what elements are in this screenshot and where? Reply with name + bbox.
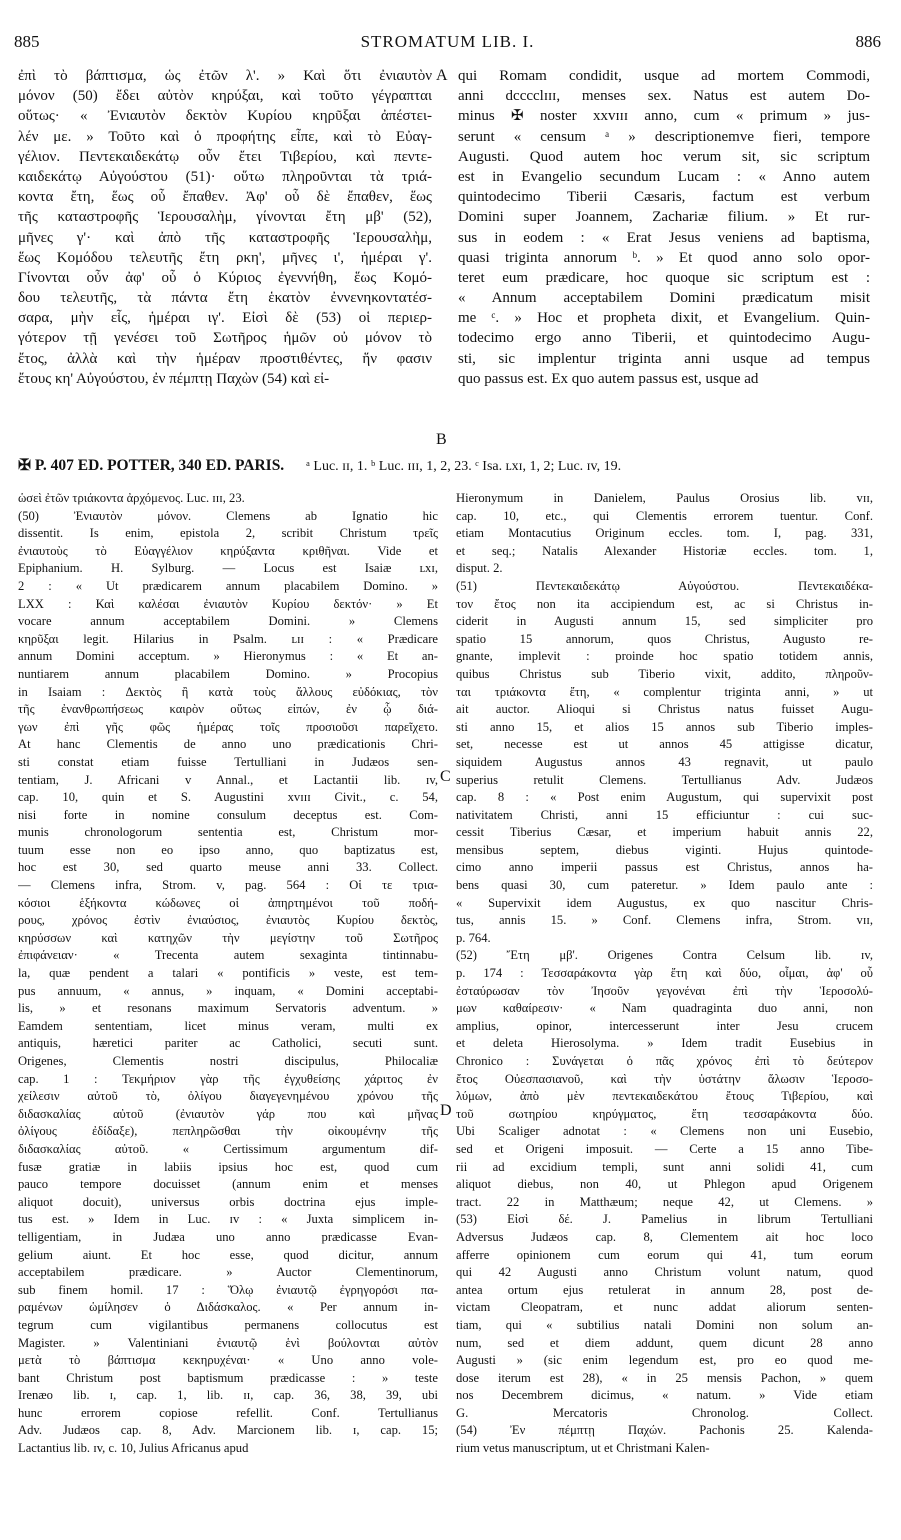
- latin-text-line: todecimo ergo anno Tiberii, et quintodecimo Augu-: [458, 330, 870, 347]
- footnote-line: ἔτος Οὐεσπασιανοῦ, καὶ τὴν ὑστάτην ἅλωσιν Ἱεροσο-: [456, 1071, 873, 1086]
- footnote-line: Epiphanium. H. Sylburg. — Locus est Isaiæ ʟxɪ,: [18, 561, 438, 576]
- footnote-line: telligentiam, in Judæa uno anno prædicasse Evan-: [18, 1229, 438, 1244]
- footnote-line: Magister. » Valentiniani ἐνιαυτῷ ἑνὶ βούλονται αὐτὸν: [18, 1335, 438, 1350]
- footnote-line: et seq.; Natalis Alexander Historiæ eccles. tom. 1,: [456, 543, 873, 558]
- latin-text-line: quintodecimo Tiberii Cæsaris, factum est verbum: [458, 189, 870, 206]
- footnote-line: annum Domini acceptum. » Hieronymus : « Et an-: [18, 649, 438, 664]
- footnote-line: etiam Montacutius Originum eccles. tom. I, pag. 331,: [456, 526, 873, 541]
- running-header: [14, 32, 881, 54]
- footnote-line: tentiam, J. Africani v Annal., et Lactantii lib. ɪv,: [18, 772, 438, 787]
- greek-text-line: κοντα ἔτη, ἕως οὗ ἔπαθεν. Ἀφ' οὗ δὲ ἔπαθεν, ἕως: [18, 189, 432, 206]
- footnote-line: Lactantius lib. ɪv, c. 10, Julius Africanus apud: [18, 1441, 249, 1456]
- greek-text-line: γέλιον. Πεντεκαιδεκάτῳ οὖν ἔτει Τιβερίου, καὶ πεντε-: [18, 148, 432, 165]
- footnote-line: fusæ gratiæ in labiis ipsius hoc est, quod cum: [18, 1159, 438, 1174]
- footnote-line: tegrum cum vigilantibus permanens collocutus est: [18, 1317, 438, 1332]
- greek-text-line: οὕτως· « Ἐνιαυτὸν δεκτὸν Κυρίου κηρῦξαι ἀπέστει-: [18, 108, 432, 125]
- footnote-line: (53) Εἰσὶ δέ. J. Pamelius in librum Tertulliani: [456, 1212, 873, 1227]
- footnote-line: gnante, implevit : proinde hoc spatio totidem annis,: [456, 649, 873, 664]
- footnote-line: num, sed et diem addunt, quem dicunt 28 anno: [456, 1335, 873, 1350]
- footnote-line: ὀλίγους ἐδίδαξε), πεπληρῶσθαι τὴν οἰκουμένην τῆς: [18, 1124, 438, 1139]
- footnote-line: cimo anno imperii passus est Christus, annos ha-: [456, 860, 873, 875]
- footnote-line: cessit Tiberius Cæsar, et imperium habuit annis 22,: [456, 825, 873, 840]
- latin-text-line: minus ✠ noster xxvɪɪɪ anno, cum « primum » jus-: [458, 108, 870, 125]
- footnote-line: rii ad excidium templi, sunt anni solidi 41, cum: [456, 1159, 873, 1174]
- footnote-line: ἐπιφάνειαν· « Trecenta autem sexaginta tintinnabu-: [18, 948, 438, 963]
- latin-text-line: quasi triginta annorum ᵇ. » Et quod anno solo opor-: [458, 249, 870, 266]
- footnote-line: cap. 10, etc., qui Clementis errorem tuentur. Conf.: [456, 508, 873, 523]
- footnote-line: qui 42 Augusti anno Christum volunt natum, quod: [456, 1265, 873, 1280]
- footnote-line: (54) Ἐν πέμπτῃ Παχών. Pachonis 25. Kalenda-: [456, 1423, 873, 1438]
- footnote-line: rium vetus manuscriptum, ut et Christmani Kalen-: [456, 1441, 710, 1456]
- footnote-line: victam Cleopatram, et nunc addat aliorum senten-: [456, 1300, 873, 1315]
- footnote-line: — Clemens infra, Strom. v, pag. 564 : Οἱ τε τρια-: [18, 878, 438, 893]
- footnotes-right-column: [456, 490, 873, 1530]
- footnote-line: pus annuum, « annus, » inquam, « Domini acceptabi-: [18, 983, 438, 998]
- latin-text-column: [458, 66, 870, 452]
- footnote-line: Irenæo lib. ɪ, cap. 1, lib. ɪɪ, cap. 36, 38, 39, ubi: [18, 1388, 438, 1403]
- footnote-line: γων ἐπὶ γῆς φῶς ἡμέρας τοῖς προσιοῦσι παρεῖχετο.: [18, 719, 438, 734]
- latin-text-line: « Annum acceptabilem Domini prædicatum misit: [458, 290, 870, 307]
- latin-text-line: est in Evangelio secundum Lucam : « Anno autem: [458, 168, 870, 185]
- footnote-line: (51) Πεντεκαιδεκάτῳ Αὐγούστου. Πεντεκαιδέκα-: [456, 578, 873, 593]
- footnote-line: 2 : « Ut prædicarem annum placabilem Domino. »: [18, 578, 438, 593]
- footnote-line: in Isaiam : Δεκτὸς ἢ κατὰ τοὺς ἄλλους εὐδόκιας, τὸν: [18, 684, 438, 699]
- footnote-line: Chronico : Συνάγεται ὁ πᾶς χρόνος ἐπὶ τὸ δεύτερον: [456, 1054, 873, 1068]
- footnote-line: ὡσεὶ ἐτῶν τριάκοντα ἀρχόμενος. Luc. ɪɪɪ, 23.: [18, 491, 245, 505]
- footnote-line: dissentit. Is enim, epistola 2, scribit Christum τρεῖς: [18, 526, 438, 541]
- margin-marker-b: B: [436, 431, 447, 448]
- footnote-line: Ubi Scaliger adnotat : « Clemens non uni Eusebio,: [456, 1124, 873, 1139]
- footnote-line: bens quasi 30, cum pateretur. » Idem paulo ante :: [456, 878, 873, 893]
- footnote-line: ἐσταύρωσαν τὸν Ἰησοῦν γεγονέναι ἐπὶ τὴν Ἱεροσολύ-: [456, 983, 873, 998]
- footnote-line: ραμένων ὡμίλησεν ὁ Διδάσκαλος. « Per annum in-: [18, 1300, 438, 1315]
- greek-text-line: σαρα, μὴν εἷς, ἡμέραι ιγ'. Εἰσὶ δὲ (53) οἱ περιερ-: [18, 310, 432, 327]
- latin-text-line: sti, sic implentur triginta anni usque ad tempus: [458, 350, 870, 367]
- page-number-left: 885: [14, 32, 40, 51]
- greek-text-line: ἔτος, ἀλλὰ καὶ τὴν ἡμέραν προστιθέντες, ἥν φασιν: [18, 350, 432, 367]
- footnote-line: (52) Ἔτη μβ'. Origenes Contra Celsum lib. ɪv,: [456, 948, 873, 963]
- footnote-line: antiquis, hæretici pariter ac Catholici, secuti sunt.: [18, 1036, 438, 1051]
- footnote-line: vocare annum acceptabilem Domini. » Clemens: [18, 614, 438, 629]
- footnote-line: sti constat etiam fuisse Tertulliani in Judæos sen-: [18, 754, 438, 769]
- greek-text-line: τῆς καταστροφῆς Ἱερουσαλὴμ, γίνονται ἔτη μβ' (52),: [18, 209, 432, 226]
- footnote-line: ρους, χρόνος ἐστὶν ἐνιαύσιος, ἐνιαυτὸς Κυρίου δεκτὸς,: [18, 913, 438, 928]
- footnote-line: siquidem Augustus annos 43 regnavit, ut paulo: [456, 754, 873, 769]
- footnote-line: Adversus Judæos cap. 8, Clementem ait hoc loco: [456, 1229, 873, 1244]
- footnote-line: dose iterum est 28), « in 25 mensis Pachon, » quem: [456, 1370, 873, 1385]
- footnote-line: tuum esse non eo ipso anno, quo baptizatus est,: [18, 842, 438, 857]
- footnote-line: antea ortum ejus retulerat in annum 28, post de-: [456, 1282, 873, 1297]
- footnote-line: sed et Origeni imposuit. — Certe a 15 anno Tibe-: [456, 1141, 873, 1156]
- footnote-line: tract. 22 in Matthæum; neque 42, ut Clemens. »: [456, 1194, 873, 1209]
- footnote-line: sub finem homil. 17 : Ὅλῳ ἐνιαυτῷ ἐγρηγορόσι πα-: [18, 1282, 438, 1297]
- greek-text-column: [18, 66, 432, 452]
- scripture-references: ᵃ Luc. ɪɪ, 1. ᵇ Luc. ɪɪɪ, 1, 2, 23. ᶜ Isa. ʟxɪ, 1, 2; Luc. ɪv, 19.: [306, 459, 622, 474]
- footnote-line: Hieronymum in Danielem, Paulus Orosius lib. vɪɪ,: [456, 491, 873, 505]
- footnote-line: p. 174 : Τεσσαράκοντα γὰρ ἔτη καὶ δύο, οἶμαι, ἀφ' οὗ: [456, 966, 873, 981]
- footnote-line: ait auctor. Alioqui si Christus natus fuisset Augu-: [456, 702, 873, 717]
- footnote-line: cap. 1 : Τεκμήριον γὰρ τῆς ἐγχυθείσης χάριτος ἐν: [18, 1071, 438, 1086]
- edition-reference: ✠ P. 407 ED. POTTER, 340 ED. PARIS.: [18, 457, 285, 474]
- latin-text-line: qui Romam condidit, usque ad mortem Commodi,: [458, 68, 870, 84]
- footnote-line: « Supervixit idem Augustus, ex quo nascitur Chris-: [456, 895, 873, 910]
- footnote-line: μετὰ τὸ βάπτισμα κεκηρυχέναι· « Uno anno vole-: [18, 1353, 438, 1368]
- edition-reference-line: [18, 455, 871, 477]
- footnote-line: Augusti » (sic enim legendum est, pro eo quod me-: [456, 1353, 873, 1368]
- footnote-line: διδασκαλίας αὐτοῦ (ἐνιαυτὸν γάρ που καὶ μῆνας: [18, 1106, 438, 1121]
- latin-text-line: teret eum prædicare, hoc quoque sic scriptum est :: [458, 269, 870, 286]
- margin-marker-d: D: [440, 1102, 452, 1119]
- footnote-line: μων καθαίρεσιν· « Nam quadraginta duo anni, non: [456, 1001, 873, 1016]
- footnote-line: spatio 15 annorum, quos Christus, Augusto re-: [456, 631, 873, 646]
- running-title: STROMATUM LIB. I.: [360, 32, 535, 51]
- footnote-line: κηρύσσων καὶ κατηχῶν τὴν μεγίστην τοῦ Σωτῆρος: [18, 930, 438, 945]
- latin-text-line: quo passus est. Ex quo autem passus est, usque ad: [458, 370, 759, 387]
- footnote-line: τον ἔτος non ita accipiendum est, ac si Christus in-: [456, 596, 873, 611]
- footnote-line: tus est. » Idem in Luc. ɪv : « Juxta simplicem in-: [18, 1212, 438, 1227]
- footnote-line: aliquot diebus, non 40, ut Phlegon apud Origenem: [456, 1177, 873, 1192]
- footnote-line: cap. 10, quin et S. Augustini xvɪɪɪ Civit., c. 54,: [18, 790, 438, 805]
- latin-text-line: sus in eodem : « Erat Jesus veniens ad baptisma,: [458, 229, 870, 246]
- latin-text-line: me ᶜ. » Hoc et propheta dixit, et Evangelium. Quin-: [458, 310, 870, 327]
- footnote-line: Eamdem sententiam, licet minus veram, multi ex: [18, 1018, 438, 1033]
- footnote-line: et deleta Hierosolyma. » Idem tradit Eusebius in: [456, 1036, 873, 1051]
- footnote-line: ται τριάκοντα ἔτη, « complentur triginta anni, » ut: [456, 684, 873, 699]
- footnote-line: Origenes, Clementis nostri discipulus, Philocaliæ: [18, 1054, 438, 1068]
- margin-marker-a: A: [436, 67, 448, 84]
- footnote-line: hunc errorem copiose refellit. Conf. Tertullianus: [18, 1405, 438, 1420]
- footnote-line: τῆς ἐνανθρωπήσεως καιρὸν οὕτως εἰπών, ἐν ᾧ διά-: [18, 702, 438, 717]
- footnote-line: (50) Ἐνιαυτὸν μόνον. Clemens ab Ignatio hic: [18, 508, 438, 523]
- footnote-line: munis chronologorum sententia est, Christum mor-: [18, 825, 438, 840]
- footnote-line: pauco tempore docuisset (annum enim et menses: [18, 1177, 438, 1192]
- greek-text-line: δου τελευτῆς, τὰ πάντα ἔτη ἑκατὸν ἐννενηκοντατέσ-: [18, 290, 432, 307]
- latin-text-line: anni dcccclɪɪɪ, menses sex. Natus est autem Do-: [458, 88, 870, 105]
- greek-text-line: καιδεκάτῳ Αὐγούστου (51)· οὕτω πληροῦνται τὰ τριά-: [18, 168, 432, 185]
- footnote-line: lis, » et resonans maximum Servatoris adventum. »: [18, 1001, 438, 1016]
- footnote-line: κηρῦξαι legit. Hilarius in Psalm. ʟɪɪ : « Prædicare: [18, 631, 438, 646]
- greek-text-line: λέν με. » Τοῦτο καὶ ὁ προφήτης εἶπε, καὶ τὸ Εὐαγ-: [18, 128, 432, 145]
- footnote-line: aliquot docuit), universus orbis doctrina ejus imple-: [18, 1194, 438, 1209]
- footnote-line: bant Christum post baptismum prædicasse : » teste: [18, 1370, 438, 1385]
- footnote-line: κόσιοι ἑξήκοντα κώδωνες οἱ ἀπηρτημένοι τοῦ ποδή-: [18, 895, 438, 910]
- greek-text-line: μόνον (50) ἔδει αὐτὸν κηρύξαι, καὶ τοῦτο γέγραπται: [18, 88, 432, 105]
- footnote-line: quibus Christus sub Tiberio vixit, addito, πληροῦν-: [456, 666, 873, 681]
- footnote-line: nos Decembrem dicimus, « natum. » Vide etiam: [456, 1388, 873, 1403]
- footnote-line: nativitatem Christi, anni 15 efficiuntur : cui suc-: [456, 807, 873, 822]
- footnote-line: ἐνιαυτοὺς τὸ Εὐαγγέλιον κηρύξαντα κριθῆναι. Vide et: [18, 543, 438, 558]
- footnote-line: mensibus septem, diebus viginti. Hujus quintode-: [456, 842, 873, 857]
- latin-text-line: Augusti. Quod autem hoc verum sit, sic scriptum: [458, 148, 870, 165]
- greek-text-line: Γίνονται οὖν ἀφ' οὗ ὁ Κύριος ἐγεννήθη, ἕως Κομό-: [18, 269, 432, 286]
- greek-text-line: μῆνες γ'· καὶ ἀπὸ τῆς καταστροφῆς Ἱερουσαλὴμ,: [18, 229, 432, 246]
- footnote-line: χείλεσιν αὐτοῦ τὸ, ὀλίγου διαγεγενημένου χρόνου τῆς: [18, 1089, 438, 1104]
- footnotes-left-column: [18, 490, 438, 1530]
- footnote-line: la, quæ pendent a talari « pontificis » veste, est tem-: [18, 966, 438, 981]
- footnote-line: acceptabilem prædicare. » Auctor Clementinorum,: [18, 1265, 438, 1280]
- footnote-line: sti anno 15, et alios 15 annos sub Tiberio imples-: [456, 719, 873, 734]
- footnote-line: G. Mercatoris Chronolog. Collect.: [456, 1405, 873, 1420]
- latin-text-line: serunt « censum ᵃ » descriptionemve fieri, tempore: [458, 128, 870, 145]
- footnote-line: At hanc Clementis de anno uno prædicationis Chri-: [18, 737, 438, 752]
- footnote-line: amplius, opinor, intercesserunt inter Jesu crucem: [456, 1018, 873, 1033]
- footnote-line: tus, annis 15. » Conf. Clemens infra, Strom. vɪɪ,: [456, 913, 873, 928]
- greek-text-line: γότερον τῇ γενέσει τοῦ Σωτῆρος ἡμῶν οὐ μόνον τὸ: [18, 330, 432, 347]
- footnote-line: tiam, qui « subtilius natali Domini non solum an-: [456, 1317, 873, 1332]
- footnote-line: LXX : Καὶ καλέσαι ἐνιαυτὸν Κυρίου δεκτόν· » Et: [18, 596, 438, 611]
- footnote-line: set, necesse est ut annos 45 attigisse dicatur,: [456, 737, 873, 752]
- greek-text-line: ἔτους κη' Αὐγούστου, ἐν πέμπτῃ Παχὼν (54) καὶ εἰ-: [18, 370, 330, 387]
- footnote-line: cap. 8 : « Post enim Augustum, qui supervixit post: [456, 790, 873, 805]
- footnote-line: superius retulit Clemens. Tertullianus Adv. Judæos: [456, 772, 873, 787]
- footnote-line: ciderit in Augusti annum 15, sed simpliciter pro: [456, 614, 873, 629]
- footnote-line: διδασκαλίας αὐτοῦ. « Certissimum argumentum dif-: [18, 1141, 438, 1156]
- footnote-line: τοῦ σωτηρίου κηρύγματος, ἔτη τεσσαράκοντα δύο.: [456, 1106, 873, 1121]
- footnote-line: hoc est 30, sed quarto meuse anni 33. Collect.: [18, 860, 438, 875]
- page-number-right: 886: [855, 32, 881, 51]
- footnote-line: Adv. Judæos cap. 8, Adv. Marcionem lib. ɪ, cap. 15;: [18, 1423, 438, 1438]
- latin-text-line: Domini super Joannem, Zachariæ filium. » Et rur-: [458, 209, 870, 226]
- margin-marker-c: C: [440, 768, 451, 785]
- footnote-line: disput. 2.: [456, 561, 503, 576]
- greek-text-line: ἐπὶ τὸ βάπτισμα, ὡς ἐτῶν λ'. » Καὶ ὅτι ἐνιαυτὸν: [18, 68, 432, 84]
- greek-text-line: ἕως Κομόδου τελευτῆς ἔτη ρκη', μῆνες ι', ἡμέραι γ'.: [18, 249, 432, 266]
- footnote-line: nuntiarem annum placabilem Domino. » Procopius: [18, 666, 438, 681]
- footnote-line: p. 764.: [456, 930, 491, 945]
- footnote-line: nisi forte in nomine consulum deceptus est. Com-: [18, 807, 438, 822]
- footnote-line: λύμων, ἀπὸ μὲν πεντεκαιδεκάτου ἔτους Τιβερίου, καὶ: [456, 1089, 873, 1104]
- footnote-line: gelium aiunt. Et hoc esse, quod dicitur, annum: [18, 1247, 438, 1262]
- footnote-line: afferre opinionem cum eorum qui 41, tum eorum: [456, 1247, 873, 1262]
